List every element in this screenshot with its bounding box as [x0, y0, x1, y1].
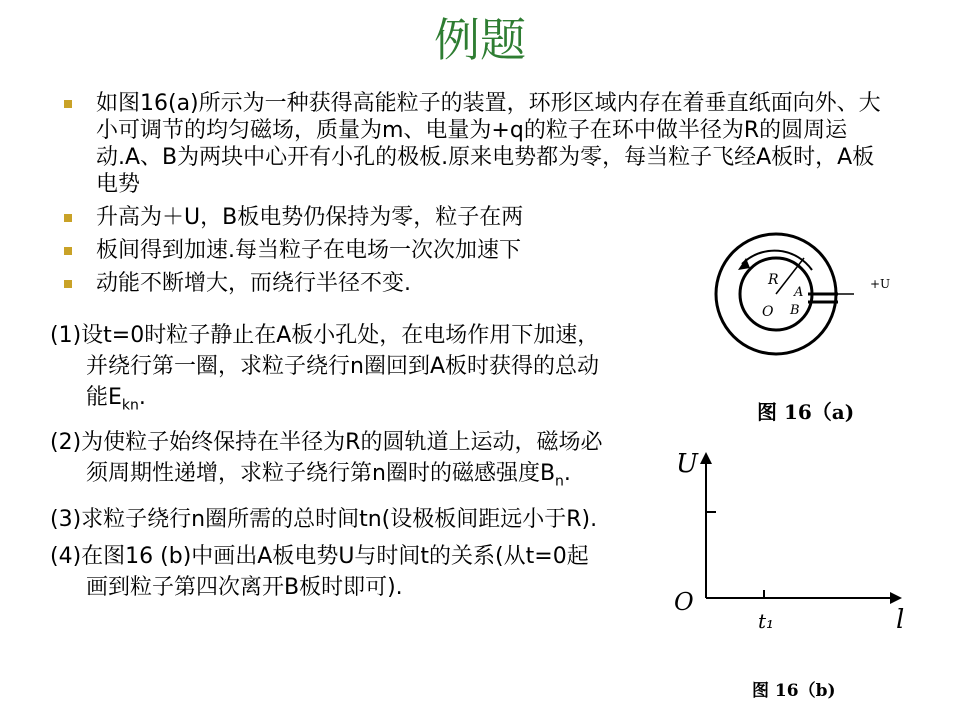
figure-b-axes	[668, 448, 928, 648]
figure-a-caption: 图 16（a)	[757, 400, 855, 424]
question-2	[50, 427, 610, 497]
label-o: O	[762, 304, 774, 320]
bullet-marker-icon	[64, 100, 72, 108]
x-axis-label: l	[896, 605, 905, 635]
label-b: B	[790, 303, 800, 318]
t1-label: t₁	[758, 609, 775, 633]
label-r: R	[768, 272, 779, 288]
question-3: (3)求粒子绕行n圈所需的总时间tn(设极板间距远小于R).	[50, 506, 598, 532]
bullet-item	[62, 270, 676, 297]
question-2-end: .	[563, 461, 571, 487]
bullet-text: 动能不断增大，而绕行半径不变.	[96, 271, 411, 296]
question-1	[50, 320, 610, 421]
question-1-text: (1)设t=0时粒子静止在A板小孔处，在电场作用下加速，并绕行第一圈，求粒子绕行n圈回到A板时获得的总动能E	[50, 323, 600, 410]
question-4: (4)在图16 (b)中画出A板电势U与时间t的关系(从t=0起画到粒子第四次离开B板时即可).	[50, 543, 589, 600]
label-a: A	[794, 285, 804, 300]
bullet-item	[62, 204, 676, 231]
bullet-item	[62, 90, 896, 198]
question-2-subscript: n	[555, 473, 564, 490]
question-list	[50, 320, 610, 609]
page-title: 例题	[434, 13, 526, 67]
bullet-marker-icon	[64, 214, 72, 222]
label-plus-u: +U	[870, 277, 891, 291]
bullet-text: 升高为＋U，B板电势仍保持为零，粒子在两	[96, 205, 524, 230]
y-axis-label: U	[676, 449, 698, 479]
question-1-end: .	[138, 385, 146, 410]
figure-a-ring-diagram	[712, 222, 912, 372]
figure-b-caption: 图 16（b)	[752, 681, 836, 701]
bullet-text: 如图16(a)所示为一种获得高能粒子的装置，环形区域内存在着垂直纸面向外、大小可调节的均匀磁场，质量为m、电量为+q的粒子在环中做半径为R的圆周运动.A、B为两块中心开有小孔的极板.原来电势都为零，每当粒子飞经A板时，A板电势	[96, 91, 881, 197]
bullet-marker-icon	[64, 247, 72, 255]
y-axis-arrow-icon	[700, 452, 712, 464]
bullet-text: 板间得到加速.每当粒子在电场一次次加速下	[96, 238, 521, 263]
origin-label: O	[674, 588, 694, 616]
question-2-text: (2)为使粒子始终保持在半径为R的圆轨道上运动，磁场必须周期性递增，求粒子绕行第n圈时的磁感强度B	[50, 430, 603, 487]
bullet-item	[62, 237, 676, 264]
bullet-marker-icon	[64, 280, 72, 288]
x-axis-arrow-icon	[890, 592, 902, 604]
question-1-subscript: kn	[121, 397, 139, 414]
